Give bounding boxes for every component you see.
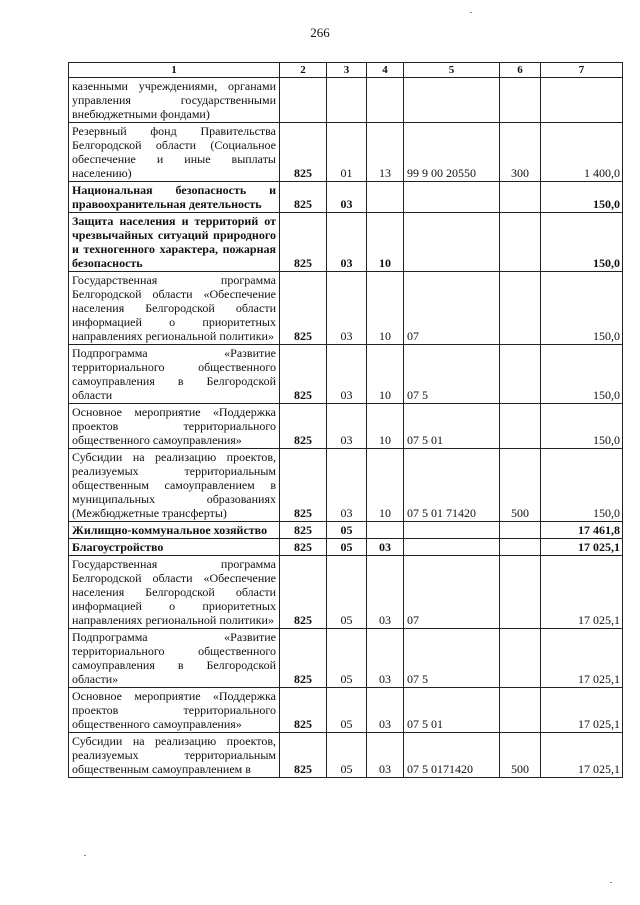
row-cell-c3: 05 [327,688,367,733]
row-cell-c7: 17 025,1 [541,629,623,688]
row-cell-c5 [404,522,500,539]
row-cell-c2: 825 [280,449,327,522]
row-cell-c3: 03 [327,213,367,272]
row-cell-c7: 17 025,1 [541,539,623,556]
row-cell-c3: 03 [327,449,367,522]
table-row [69,688,623,733]
row-cell-c3: 05 [327,522,367,539]
row-cell-c6 [500,522,541,539]
row-cell-c2: 825 [280,213,327,272]
row-cell-c7: 150,0 [541,449,623,522]
row-cell-c4: 03 [367,629,404,688]
header-col-3: 3 [327,63,367,78]
table-row [69,449,623,522]
table-row [69,345,623,404]
row-cell-c3: 05 [327,629,367,688]
row-cell-c6 [500,182,541,213]
row-cell-c4: 13 [367,123,404,182]
row-cell-c7: 17 025,1 [541,688,623,733]
row-cell-c5: 07 [404,272,500,345]
row-cell-c2: 825 [280,404,327,449]
row-cell-c4 [367,522,404,539]
scan-speck [610,882,612,883]
row-cell-c4: 03 [367,539,404,556]
row-cell-c2: 825 [280,345,327,404]
header-col-2: 2 [280,63,327,78]
row-cell-c2: 825 [280,629,327,688]
row-name-cell: казенными учреждениями, органами управления государственными внебюджетными фондами) [69,78,280,123]
row-cell-c2 [280,78,327,123]
header-col-6: 6 [500,63,541,78]
row-cell-c2: 825 [280,556,327,629]
row-cell-c3: 03 [327,345,367,404]
table-row [69,629,623,688]
row-cell-c5 [404,213,500,272]
table-row [69,404,623,449]
row-cell-c2: 825 [280,688,327,733]
row-cell-c6 [500,556,541,629]
row-cell-c5: 07 5 01 [404,688,500,733]
row-cell-c7 [541,78,623,123]
row-name-cell: Национальная безопасность и правоохранительная деятельность [69,182,280,213]
row-cell-c4: 10 [367,404,404,449]
row-cell-c4: 10 [367,213,404,272]
table-row [69,182,623,213]
row-cell-c3 [327,78,367,123]
row-cell-c7: 150,0 [541,213,623,272]
row-cell-c3: 03 [327,404,367,449]
header-col-1: 1 [69,63,280,78]
row-cell-c6: 500 [500,449,541,522]
row-cell-c6 [500,629,541,688]
table-row [69,539,623,556]
header-col-4: 4 [367,63,404,78]
header-col-7: 7 [541,63,623,78]
row-cell-c6: 300 [500,123,541,182]
row-name-cell: Подпрограмма «Развитие территориального общественного самоуправления в Белгородской области» [69,629,280,688]
row-cell-c4: 10 [367,272,404,345]
row-cell-c2: 825 [280,733,327,778]
row-name-cell: Субсидии на реализацию проектов, реализуемых территориальным общественным самоуправлением в муниципальных образованиях (Межбюджетные трансферты) [69,449,280,522]
row-cell-c6 [500,539,541,556]
table-row [69,272,623,345]
row-cell-c4 [367,78,404,123]
row-cell-c2: 825 [280,539,327,556]
row-cell-c5: 07 5 0171420 [404,733,500,778]
table-header-row [69,63,623,78]
row-cell-c3: 05 [327,539,367,556]
page-number: 266 [310,25,330,40]
row-cell-c5: 07 5 01 71420 [404,449,500,522]
row-cell-c6 [500,404,541,449]
row-cell-c4: 10 [367,345,404,404]
row-cell-c3: 03 [327,272,367,345]
header-col-5: 5 [404,63,500,78]
row-cell-c4 [367,182,404,213]
row-cell-c4: 10 [367,449,404,522]
row-name-cell: Защита населения и территорий от чрезвычайных ситуаций природного и техногенного характера, пожарная безопасность [69,213,280,272]
row-cell-c7: 150,0 [541,404,623,449]
row-cell-c7: 150,0 [541,345,623,404]
scan-speck [84,855,86,856]
row-cell-c6 [500,272,541,345]
table-row [69,213,623,272]
row-name-cell: Резервный фонд Правительства Белгородской области (Социальное обеспечение и иные выплаты населению) [69,123,280,182]
row-cell-c3: 05 [327,733,367,778]
row-cell-c5 [404,539,500,556]
table-row [69,733,623,778]
row-cell-c5: 07 5 [404,629,500,688]
row-cell-c6 [500,78,541,123]
row-cell-c2: 825 [280,182,327,213]
row-cell-c7: 1 400,0 [541,123,623,182]
row-cell-c4: 03 [367,688,404,733]
row-cell-c5: 07 5 01 [404,404,500,449]
row-name-cell: Подпрограмма «Развитие территориального общественного самоуправления в Белгородской области [69,345,280,404]
row-cell-c5: 99 9 00 20550 [404,123,500,182]
row-cell-c2: 825 [280,522,327,539]
table-row [69,78,623,123]
row-cell-c5: 07 [404,556,500,629]
row-cell-c3: 05 [327,556,367,629]
row-name-cell: Государственная программа Белгородской области «Обеспечение населения Белгородской области информацией о приоритетных направлениях региональной политики» [69,556,280,629]
row-cell-c7: 150,0 [541,182,623,213]
row-cell-c5 [404,182,500,213]
table-row [69,556,623,629]
row-cell-c3: 03 [327,182,367,213]
row-cell-c5 [404,78,500,123]
row-cell-c6: 500 [500,733,541,778]
row-cell-c7: 17 025,1 [541,556,623,629]
row-cell-c6 [500,213,541,272]
row-name-cell: Жилищно-коммунальное хозяйство [69,522,280,539]
row-cell-c3: 01 [327,123,367,182]
row-name-cell: Основное мероприятие «Поддержка проектов территориального общественного самоуправления» [69,404,280,449]
row-cell-c7: 150,0 [541,272,623,345]
budget-table [68,62,623,778]
row-name-cell: Благоустройство [69,539,280,556]
table-body [69,78,623,778]
row-cell-c4: 03 [367,556,404,629]
row-cell-c6 [500,688,541,733]
row-cell-c4: 03 [367,733,404,778]
row-cell-c5: 07 5 [404,345,500,404]
table-row [69,522,623,539]
scan-speck [470,12,472,13]
row-name-cell: Государственная программа Белгородской области «Обеспечение населения Белгородской области информацией о приоритетных направлениях региональной политики» [69,272,280,345]
table-row [69,123,623,182]
row-cell-c7: 17 461,8 [541,522,623,539]
row-cell-c7: 17 025,1 [541,733,623,778]
row-name-cell: Основное мероприятие «Поддержка проектов территориального общественного самоуправления» [69,688,280,733]
row-name-cell: Субсидии на реализацию проектов, реализуемых территориальным общественным самоуправлением в [69,733,280,778]
row-cell-c2: 825 [280,123,327,182]
row-cell-c6 [500,345,541,404]
row-cell-c2: 825 [280,272,327,345]
